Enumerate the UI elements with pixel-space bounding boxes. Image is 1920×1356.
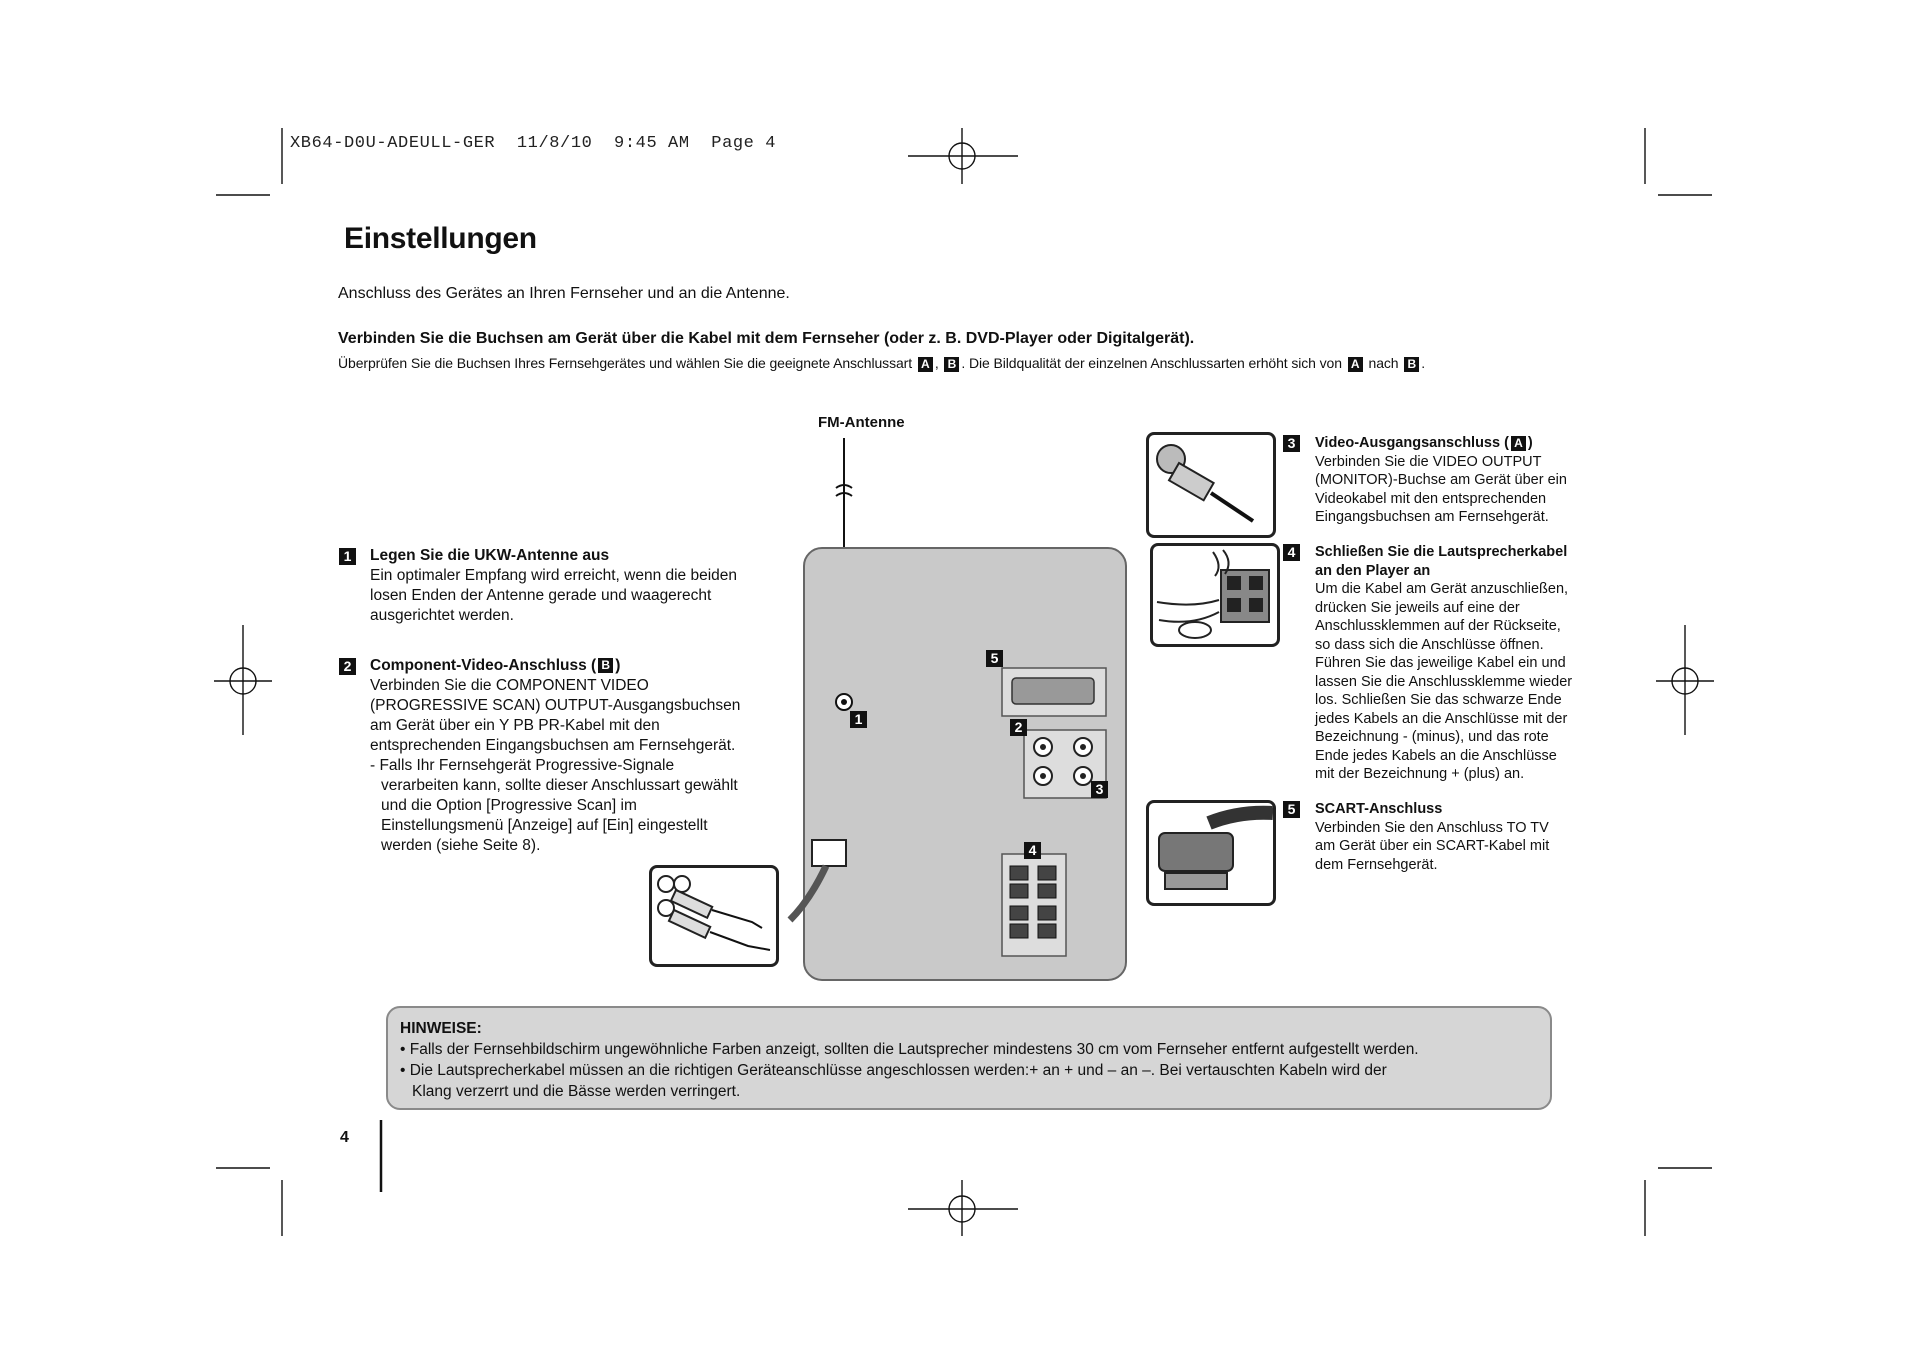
video-cable-image [1146,432,1276,538]
note-item: • Die Lautsprecherkabel müssen an die richtigen Geräteanschlüsse angeschlossen werden:+ an + und – an –. Bei vertauschten Kabeln wird der [400,1062,1387,1079]
section-video-output: 3 Video-Ausgangsanschluss ( A ) Verbinden Sie die VIDEO OUTPUT (MONITOR)-Buchse am Gerät über ein Videokabel mit den entsprechenden Eingangsbuchsen am Fernsehgerät. [1283,434,1613,527]
section-title: Video-Ausgangsanschluss ( A ) [1315,435,1533,451]
diagram-label-5: 5 [986,650,1003,667]
box-a-label: A [918,357,933,372]
page-title: Einstellungen [344,222,537,255]
step-number: 5 [1283,801,1300,818]
step-number: 3 [1283,435,1300,452]
diagram-label-1: 1 [850,711,867,728]
note-item: Klang verzerrt und die Bässe werden verringert. [412,1083,741,1100]
step-number: 2 [339,658,356,675]
connect-heading: Verbinden Sie die Buchsen am Gerät über die Kabel mit dem Fernseher (oder z. B. DVD-Player oder Digitalgerät). [338,330,1195,347]
step-number: 1 [339,548,356,565]
step-number: 4 [1283,544,1300,561]
intro-text: Anschluss des Gerätes an Ihren Fernseher und an die Antenne. [338,285,790,302]
check-line: Überprüfen Sie die Buchsen Ihres Fernsehgerätes und wählen Sie die geeignete Anschlussart A , B . Die Bildqualität der einzelnen Anschlussarten erhöht sich von A nach B . [338,355,1426,371]
speaker-terminal-image [1150,543,1280,647]
diagram-label-2: 2 [1010,719,1027,736]
section-title: Legen Sie die UKW-Antenne aus [370,547,610,564]
section-scart: 5 SCART-Anschluss Verbinden Sie den Anschluss TO TV am Gerät über ein SCART-Kabel mit dem Fernsehgerät. [1283,800,1613,874]
section-fm-antenna: 1 Legen Sie die UKW-Antenne aus Ein optimaler Empfang wird erreicht, wenn die beiden losen Enden der Antenne gerade und waagerecht ausgerichtet werden. [339,546,789,626]
print-slug: XB64-D0U-ADEULL-GER 11/8/10 9:45 AM Page 4 [290,134,777,153]
diagram-label-4: 4 [1024,842,1041,859]
diagram-label-3: 3 [1091,781,1108,798]
component-cable-image [649,865,779,967]
box-a-label: A [1348,357,1363,372]
section-component-video: 2 Component-Video-Anschluss ( B ) Verbinden Sie die COMPONENT VIDEO (PROGRESSIVE SCAN) OUTPUT-Ausgangsbuchsen am Gerät über ein Y PB PR-Kabel mit den entsprechenden Eingangsbuchsen am Fernsehgerät. - Falls Ihr Fernsehgerät Progressive-Signale verarbeiten kann, sollte dieser Anschlussart gewählt und die Option [Progressive Scan] im Einstellungsmenü [Anzeige] auf [Ein] eingestellt werden (siehe Seite 8). [339,656,799,856]
section-speaker-cables: 4 Schließen Sie die Lautsprecherkabel an den Player an Um die Kabel am Gerät anzuschließen, drücken Sie jeweils auf eine der Anschlussklemmen auf der Rückseite, so dass sich die Anschlüsse öffnen. Führen Sie das jeweilige Kabel ein und lassen Sie die Anschlussklemme wieder los. Schließen Sie das schwarze Ende jedes Kabels an die Anschlüsse mit der Bezeichnung - (minus), und das rote Ende jedes Kabels an die Anschlüsse mit der Bezeichnung + (plus) an. [1283,543,1613,784]
section-title: SCART-Anschluss [1315,801,1443,817]
box-b-label: B [944,357,959,372]
notes-title: HINWEISE: [400,1020,482,1037]
note-item: • Falls der Fernsehbildschirm ungewöhnliche Farben anzeigt, sollten die Lautsprecher mindestens 30 cm vom Fernseher entfernt aufgestellt werden. [400,1041,1419,1058]
scart-cable-image [1146,800,1276,906]
box-b-label: B [1404,357,1419,372]
fm-antenna-label: FM-Antenne [818,414,905,431]
section-title: Component-Video-Anschluss ( B ) [370,657,621,674]
section-title: Schließen Sie die Lautsprecherkabel [1315,544,1568,560]
notes-box [386,1006,1552,1110]
page-number: 4 [340,1129,349,1146]
